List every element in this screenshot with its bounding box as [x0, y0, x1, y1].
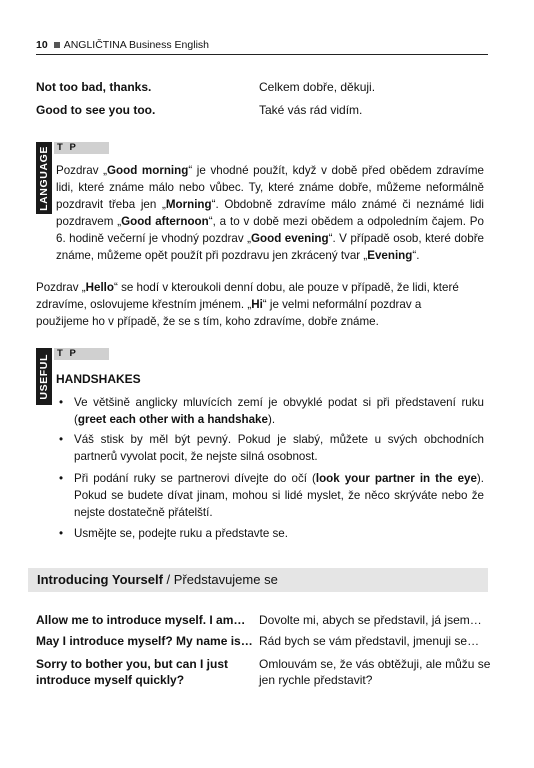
handshakes-heading: HANDSHAKES [56, 372, 141, 386]
square-bullet-icon [54, 42, 60, 48]
list-item [56, 470, 484, 521]
note-text-segment: Pozdrav „ [36, 281, 86, 294]
tip-text-segment: “. [412, 249, 420, 262]
language-tip-text [56, 162, 484, 264]
note-bold-phrase: Hello [85, 281, 114, 294]
book-title: ANGLIČTINA Business English [63, 39, 209, 51]
bullet-icon: • [59, 527, 64, 540]
language-tag-label: LANGUAGE [38, 145, 50, 211]
tip-bold-phrase: Evening [367, 249, 413, 262]
page-header [36, 38, 488, 55]
section-title-english: Introducing Yourself [37, 572, 163, 587]
hello-note-paragraph [36, 279, 476, 330]
bullet-text: Váš stisk by měl být pevný. Pokud je slabý, můžete u svých obchodních partnerů vyvolat pocit, že nejste silná osobnost. [74, 433, 484, 463]
useful-side-tag [36, 348, 52, 405]
phrase-english: Not too bad, thanks. [36, 80, 152, 94]
phrase-czech: Celkem dobře, děkuji. [259, 80, 376, 94]
tip-text-segment: “, a to v době mezi obědem a odpoledním čajem. Po 6. hodině večerní je vhodný pozdrav „ [56, 215, 484, 245]
language-side-tag [36, 142, 52, 214]
phrase-english: May I introduce myself? My name is… [36, 634, 253, 648]
bullet-bold-phrase: look your partner in the eye [315, 472, 477, 485]
bullet-text: Při podání ruky se partnerovi dívejte do očí ( [74, 472, 316, 485]
note-bold-phrase: Hi [251, 298, 263, 311]
note-text-segment: “ je velmi neformální pozdrav a použijeme ho v případě, že se s tím, koho zdravíme, dobře známe. [36, 298, 422, 328]
bullet-text: Usmějte se, podejte ruku a představte se. [74, 527, 288, 540]
tip-label: T P [54, 348, 109, 360]
bullet-text: ). Pokud se budete dívat jinam, mohou si lidé myslet, že něco skrýváte nebo že nejste dostatečně přátelští. [74, 472, 485, 519]
tip-label: T P [54, 142, 109, 154]
phrase-english: Allow me to introduce myself. I am… [36, 613, 246, 627]
bullet-bold-phrase: greet each other with a handshake [77, 413, 268, 426]
bullet-text: ). [267, 413, 276, 426]
phrase-czech: Rád bych se vám představil, jmenuji se… [259, 634, 480, 648]
bullet-icon: • [59, 433, 64, 446]
bullet-text: Ve většině anglicky mluvících zemí je obvyklé podat si při představení ruku ( [74, 396, 484, 426]
note-text-segment: “ se hodí v kteroukoli denní dobu, ale pouze v případě, že lidi, které zdravíme, oslovujeme křestním jménem. „ [36, 281, 459, 311]
phrase-czech: Také vás rád vidím. [259, 103, 363, 117]
tip-text-segment: “. Obdobně zdravíme málo známé či neznámé lidi pozdravem „ [56, 198, 484, 228]
tip-text-segment: “. V případě osob, které dobře známe, můžeme opět použít při pozdravu jen zkrácený tvar „ [56, 232, 485, 262]
tip-text-segment: “ je vhodné použít, když v době před obědem zdravíme lidi, které známe málo nebo vůbec. Ty, které známe dobře, můžeme neformálně pozdravit třeba jen „ [56, 164, 484, 211]
list-item [56, 431, 484, 465]
tip-bold-phrase: Good evening [251, 232, 329, 245]
section-title-separator: / [162, 572, 174, 587]
phrase-czech: Dovolte mi, abych se představil, já jsem… [259, 613, 482, 627]
bullet-icon: • [59, 472, 64, 485]
section-heading-bar [28, 568, 488, 592]
phrase-english: Good to see you too. [36, 103, 156, 117]
tip-bold-phrase: Good afternoon [121, 215, 209, 228]
section-title-czech: Představujeme se [173, 572, 278, 587]
page-number: 10 [36, 39, 48, 51]
phrase-english: Sorry to bother you, but can I just introduce myself quickly? [36, 657, 229, 687]
useful-tag-label: USEFUL [38, 353, 50, 400]
phrase-czech: Omlouvám se, že vás obtěžuji, ale můžu se jen rychle představit? [259, 657, 491, 687]
list-item [56, 525, 484, 542]
list-item [56, 394, 484, 428]
tip-bold-phrase: Good morning [107, 164, 189, 177]
bullet-icon: • [59, 396, 64, 409]
tip-text-segment: Pozdrav „ [56, 164, 108, 177]
tip-bold-phrase: Morning [165, 198, 212, 211]
